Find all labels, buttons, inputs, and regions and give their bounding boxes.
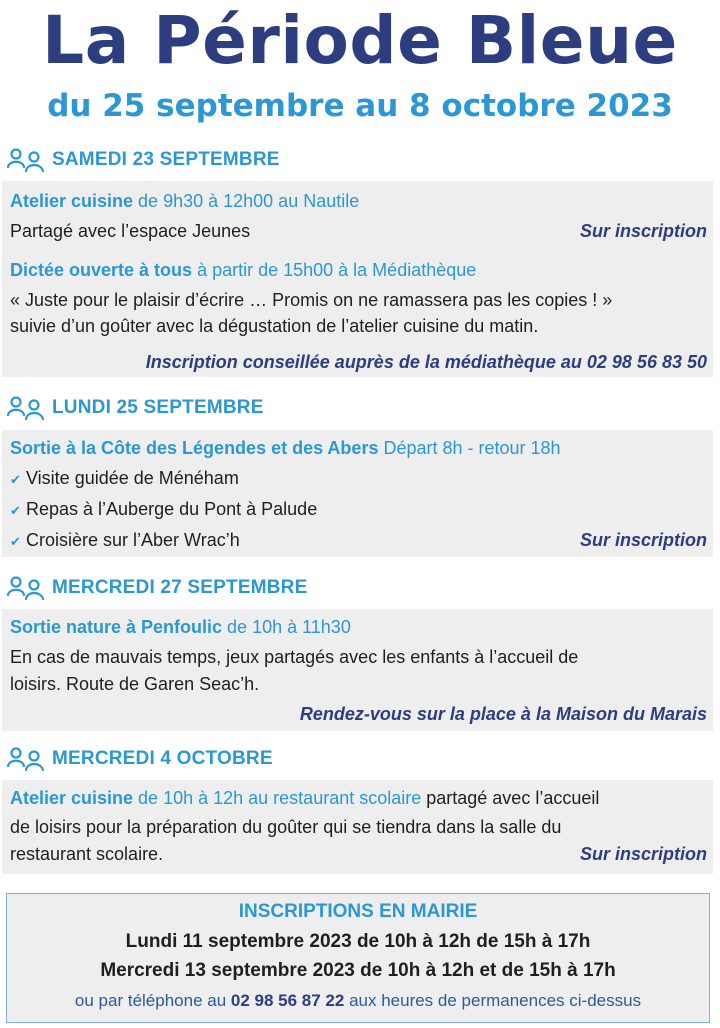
event-desc: loisirs. Route de Garen Seac’h. — [10, 674, 260, 694]
event-time: de 10h à 11h30 — [222, 617, 351, 637]
day-title: LUNDI 25 SEPTEMBRE — [52, 397, 264, 418]
day-heading-mercredi-4 — [6, 744, 273, 774]
event-note: Sur inscription — [579, 221, 707, 241]
day-heading-mercredi-27 — [6, 573, 307, 603]
registration-date-2: Mercredi 13 septembre 2023 de 10h à 12h et de 15h à 17h — [100, 960, 616, 981]
event-time: Départ 8h - retour 18h — [378, 438, 561, 458]
people-icon — [6, 395, 46, 421]
list-item: ✔ Repas à l’Auberge du Pont à Palude — [10, 497, 707, 523]
day-box-mercredi-4 — [2, 780, 713, 874]
page-subtitle: du 25 septembre au 8 octobre 2023 — [47, 88, 673, 124]
day-title: MERCREDI 4 OCTOBRE — [52, 748, 273, 769]
day-heading-samedi — [6, 145, 280, 175]
event-name: Atelier cuisine — [10, 191, 134, 211]
list-item: ✔ Visite guidée de Ménéham — [10, 466, 707, 492]
day-heading-lundi — [6, 393, 264, 423]
day-box-lundi — [2, 430, 713, 557]
event-heading — [10, 258, 707, 282]
event-time: de 9h30 à 12h00 au Nautile — [133, 191, 360, 211]
event-desc: suivie d’un goûter avec la dégustation de l’atelier cuisine du matin. — [10, 316, 539, 336]
event-heading — [10, 615, 707, 639]
event-desc: restaurant scolaire. — [10, 844, 164, 864]
registration-box — [6, 893, 710, 1023]
day-title: MERCREDI 27 SEPTEMBRE — [52, 577, 308, 598]
list-item: ✔ Croisière sur l’Aber Wrac’h — [10, 528, 707, 554]
day-title: SAMEDI 23 SEPTEMBRE — [52, 149, 280, 170]
people-icon — [6, 147, 46, 173]
people-icon — [6, 575, 46, 601]
event-time: de 10h à 12h au restaurant scolaire — [133, 788, 422, 808]
event-desc: En cas de mauvais temps, jeux partagés avec les enfants à l’accueil de — [10, 647, 579, 667]
event-desc: partagé avec l’accueil — [421, 788, 600, 808]
day-box-samedi — [2, 181, 713, 377]
check-icon: ✔ — [10, 503, 21, 518]
registration-phone-line: ou par téléphone au 02 98 56 87 22 aux heures de permanences ci-dessus — [74, 991, 642, 1010]
registration-title: INSCRIPTIONS EN MAIRIE — [238, 901, 478, 922]
event-desc: de loisirs pour la préparation du goûter qui se tiendra dans la salle du — [10, 817, 562, 837]
event-desc: Partagé avec l’espace Jeunes — [10, 221, 251, 241]
event-name: Sortie nature à Penfoulic — [10, 617, 223, 637]
event-note: Inscription conseillée auprès de la médiathèque au 02 98 56 83 50 — [145, 352, 707, 372]
event-note: Rendez-vous sur la place à la Maison du Marais — [299, 704, 707, 724]
event-name: Sortie à la Côte des Légendes et des Abers — [10, 438, 379, 458]
phone-number: 02 98 56 87 22 — [230, 991, 345, 1010]
check-icon: ✔ — [10, 472, 21, 487]
registration-date-1: Lundi 11 septembre 2023 de 10h à 12h de 15h à 17h — [125, 931, 591, 952]
day-box-mercredi-27 — [2, 609, 713, 731]
event-time: à partir de 15h00 à la Médiathèque — [192, 260, 477, 280]
event-heading — [10, 436, 707, 460]
event-note: Sur inscription — [579, 530, 707, 550]
event-name: Atelier cuisine — [10, 788, 134, 808]
event-note: Sur inscription — [579, 844, 707, 864]
event-heading — [10, 189, 707, 213]
people-icon — [6, 746, 46, 772]
event-desc: « Juste pour le plaisir d’écrire … Promis on ne ramassera pas les copies ! » — [10, 290, 613, 310]
event-name: Dictée ouverte à tous — [10, 260, 193, 280]
check-icon: ✔ — [10, 534, 21, 549]
event-heading — [10, 786, 707, 810]
page-title: La Période Bleue — [42, 2, 678, 79]
